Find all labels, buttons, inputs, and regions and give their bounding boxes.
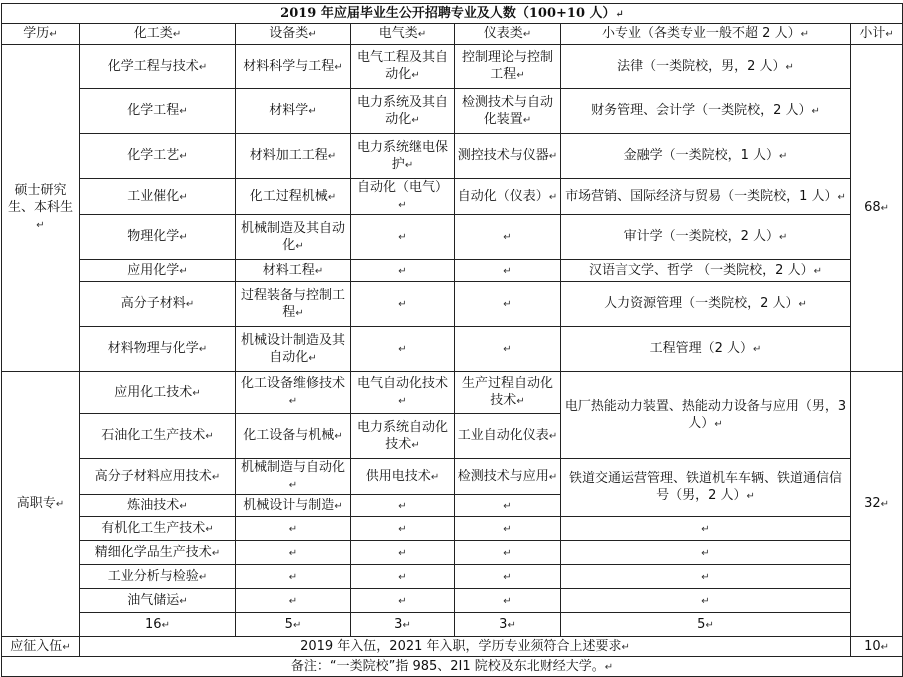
- cell-text: 应用化学: [127, 262, 180, 278]
- chemical-major: [80, 372, 236, 414]
- recruitment-table: [1, 3, 903, 677]
- paragraph-mark: ↵: [198, 571, 208, 583]
- equipment-major: [236, 134, 351, 179]
- cell-text: 5: [697, 616, 706, 632]
- cell-text: 自动化（电气）: [356, 180, 448, 195]
- small-major: [561, 372, 851, 459]
- cell-text: 化学工艺: [127, 148, 180, 163]
- cell-text: 自动化（仪表）: [457, 188, 549, 204]
- equipment-major: [236, 215, 351, 260]
- paragraph-mark: ↵: [503, 265, 512, 277]
- table-row: [2, 589, 903, 613]
- instrument-major: [455, 282, 561, 327]
- table-row: [2, 372, 903, 414]
- paragraph-mark: ↵: [705, 619, 714, 631]
- cell-text: 石油化工生产技术: [101, 428, 206, 443]
- enlist-label: [2, 637, 80, 657]
- equipment-major: [236, 89, 351, 134]
- paragraph-mark: ↵: [179, 232, 188, 243]
- table-row: [2, 215, 903, 260]
- paragraph-mark: ↵: [503, 299, 512, 310]
- equipment-major: [236, 589, 351, 613]
- chemical-major: [80, 134, 236, 179]
- cell-text: 精细化学品生产技术: [94, 544, 212, 560]
- enlist-row: [2, 637, 903, 657]
- chemical-major: [80, 45, 236, 89]
- paragraph-mark: ↵: [192, 387, 201, 399]
- cell-text: 化工过程机械: [249, 188, 328, 204]
- small-major: [561, 45, 851, 89]
- paragraph-mark: ↵: [522, 114, 532, 126]
- electrical-major: [351, 327, 455, 372]
- equipment-major: [236, 565, 351, 589]
- electrical-major: [351, 517, 455, 541]
- cell-text: 控制理论与控制工程: [461, 50, 553, 82]
- electrical-major: [351, 589, 455, 613]
- chemical-major: [80, 565, 236, 589]
- equipment-major: [236, 414, 351, 459]
- paragraph-mark: ↵: [288, 571, 298, 583]
- paragraph-mark: ↵: [811, 106, 820, 117]
- equipment-major: [236, 372, 351, 414]
- paragraph-mark: ↵: [398, 344, 407, 355]
- cell-text: 工程管理（2 人）: [649, 341, 753, 356]
- cell-text: 备注：“一类院校”指 985、2I1 院校及东北财经大学。: [290, 658, 605, 674]
- paragraph-mark: ↵: [198, 61, 208, 73]
- paragraph-mark: ↵: [334, 500, 343, 512]
- cell-text: 电厂热能动力装置、热能动力设备与应用（男，3 人）: [564, 398, 847, 431]
- paragraph-mark: ↵: [411, 439, 420, 451]
- paragraph-mark: ↵: [288, 480, 298, 491]
- paragraph-mark: ↵: [701, 547, 710, 559]
- count-instrument: [455, 613, 561, 637]
- cell-text: 2019 年入伍，2021 年入职，学历专业须符合上述要求: [300, 638, 622, 654]
- cell-text: 化学工程: [127, 103, 180, 118]
- electrical-major: [351, 260, 455, 282]
- paragraph-mark: ↵: [411, 70, 420, 81]
- equipment-major: [236, 459, 351, 495]
- table-row: [2, 282, 903, 327]
- electrical-major: [351, 541, 455, 565]
- paragraph-mark: ↵: [503, 571, 512, 583]
- paragraph-mark: ↵: [398, 595, 407, 607]
- paragraph-mark: ↵: [398, 232, 407, 243]
- paragraph-mark: ↵: [404, 159, 414, 171]
- chemical-major: [80, 215, 236, 260]
- equipment-major: [236, 517, 351, 541]
- paragraph-mark: ↵: [837, 191, 846, 203]
- instrument-major: [455, 327, 561, 372]
- cell-text: 过程装备与控制工程: [240, 287, 345, 320]
- cell-text: 测控技术与仪器: [457, 148, 549, 163]
- table-row: [2, 459, 903, 495]
- cell-text: 16: [145, 616, 162, 632]
- small-major: [561, 260, 851, 282]
- cell-text: 材料学: [269, 103, 309, 118]
- equipment-major: [236, 282, 351, 327]
- paragraph-mark: ↵: [55, 499, 65, 510]
- cell-text: 机械制造及其自动化: [240, 220, 345, 253]
- paragraph-mark: ↵: [604, 661, 614, 673]
- enlist-text: [80, 637, 851, 657]
- paragraph-mark: ↵: [288, 547, 298, 559]
- electrical-major: [351, 282, 455, 327]
- paragraph-mark: ↵: [507, 619, 516, 631]
- small-major: [561, 327, 851, 372]
- paragraph-mark: ↵: [398, 523, 407, 535]
- electrical-major: [351, 134, 455, 179]
- cell-text: 法律（一类院校，男，2 人）: [617, 58, 786, 74]
- paragraph-mark: ↵: [398, 396, 407, 407]
- paragraph-mark: ↵: [402, 619, 411, 631]
- paragraph-mark: ↵: [288, 595, 298, 607]
- cell-text: 5: [284, 616, 293, 632]
- cell-text: 工业催化: [127, 188, 180, 204]
- header-electrical: 电气类↵: [351, 24, 455, 45]
- paragraph-mark: ↵: [308, 106, 317, 117]
- electrical-major: [351, 215, 455, 260]
- paragraph-mark: ↵: [548, 471, 558, 483]
- cell-text: 材料加工工程: [249, 148, 328, 163]
- paragraph-mark: ↵: [779, 151, 788, 162]
- paragraph-mark: ↵: [288, 523, 298, 535]
- paragraph-mark: ↵: [398, 265, 407, 277]
- small-major: [561, 282, 851, 327]
- instrument-major: [455, 372, 561, 414]
- paragraph-mark: ↵: [398, 299, 407, 310]
- enlist-subtotal: [851, 637, 903, 657]
- paragraph-mark: ↵: [398, 200, 407, 211]
- paragraph-mark: ↵: [205, 523, 214, 535]
- paragraph-mark: ↵: [503, 500, 512, 512]
- cell-text: 财务管理、会计学（一类院校，2 人）: [591, 103, 812, 118]
- cell-text: 高分子材料应用技术: [94, 468, 212, 484]
- cell-text: 检测技术与应用: [457, 468, 549, 484]
- instrument-major: [455, 134, 561, 179]
- paragraph-mark: ↵: [179, 595, 188, 607]
- paragraph-mark: ↵: [779, 232, 788, 243]
- paragraph-mark: ↵: [161, 619, 170, 631]
- cell-text: 生产过程自动化技术: [461, 376, 553, 408]
- table-row: [2, 134, 903, 179]
- instrument-major: [455, 541, 561, 565]
- table-row: [2, 179, 903, 215]
- header-small-major: 小专业（各类专业一般不超 2 人）↵: [561, 24, 851, 45]
- paragraph-mark: ↵: [334, 431, 343, 442]
- cell-text: 供用电技术: [365, 468, 431, 484]
- header-equipment: 设备类↵: [236, 24, 351, 45]
- cell-text: 人力资源管理（一类院校，2 人）: [604, 296, 799, 311]
- cell-text: 铁道交通运营管理、铁道机车车辆、铁道通信信号（男，2 人）: [568, 471, 842, 503]
- equipment-major: [236, 179, 351, 215]
- electrical-major: [351, 414, 455, 459]
- paragraph-mark: ↵: [753, 344, 762, 355]
- subtotal-master: [851, 45, 903, 372]
- paragraph-mark: ↵: [411, 114, 420, 126]
- small-major: [561, 517, 851, 541]
- paragraph-mark: ↵: [327, 191, 337, 203]
- paragraph-mark: ↵: [701, 523, 710, 535]
- cell-text: 电气工程及其自动化: [356, 50, 448, 82]
- paragraph-mark: ↵: [295, 240, 304, 252]
- electrical-major: [351, 495, 455, 517]
- paragraph-mark: ↵: [398, 547, 407, 559]
- paragraph-mark: ↵: [292, 619, 302, 631]
- equipment-major: [236, 45, 351, 89]
- paragraph-mark: ↵: [503, 344, 512, 355]
- table-row: [2, 327, 903, 372]
- cell-text: 高职专: [16, 496, 56, 511]
- cell-text: 应征入伍: [10, 638, 63, 654]
- note-row: [2, 657, 903, 677]
- instrument-major: [455, 589, 561, 613]
- paragraph-mark: ↵: [308, 352, 317, 364]
- equipment-major: [236, 495, 351, 517]
- chemical-major: [80, 589, 236, 613]
- subtotal-college: [851, 372, 903, 637]
- cell-text: 3: [394, 616, 403, 632]
- paragraph-mark: ↵: [185, 299, 195, 310]
- paragraph-mark: ↵: [62, 641, 71, 653]
- cell-text: 68: [864, 200, 881, 215]
- table-row: [2, 45, 903, 89]
- paragraph-mark: ↵: [880, 203, 889, 214]
- cell-text: 化学工程与技术: [107, 58, 199, 74]
- paragraph-mark: ↵: [548, 191, 558, 203]
- cell-text: 电力系统及其自动化: [356, 94, 448, 127]
- cell-text: 材料科学与工程: [243, 58, 335, 74]
- cell-text: 检测技术与自动化装置: [461, 94, 553, 127]
- instrument-major: [455, 260, 561, 282]
- count-small-major: [561, 613, 851, 637]
- cell-text: 机械设计制造及其自动化: [240, 332, 345, 365]
- count-chemical: [80, 613, 236, 637]
- chemical-major: [80, 495, 236, 517]
- header-chemical: 化工类↵: [80, 24, 236, 45]
- chemical-major: [80, 282, 236, 327]
- cell-text: 工业自动化仪表: [457, 428, 549, 443]
- paragraph-mark: ↵: [516, 396, 525, 407]
- paragraph-mark: ↵: [813, 265, 822, 277]
- paragraph-mark: ↵: [179, 106, 188, 117]
- electrical-major: [351, 179, 455, 215]
- cell-text: 32: [864, 496, 881, 511]
- instrument-major: [455, 179, 561, 215]
- count-electrical: [351, 613, 455, 637]
- cell-text: 材料物理与化学: [107, 341, 199, 356]
- paragraph-mark: ↵: [179, 191, 188, 203]
- cell-text: 化工设备与机械: [243, 428, 335, 443]
- cell-text: 机械设计与制造: [243, 497, 335, 513]
- chemical-major: [80, 459, 236, 495]
- paragraph-mark: ↵: [503, 547, 512, 559]
- cell-text: 10: [864, 638, 881, 654]
- electrical-major: [351, 565, 455, 589]
- small-major: [561, 541, 851, 565]
- cell-text: 工业分析与检验: [107, 568, 199, 584]
- cell-text: 材料工程: [262, 262, 315, 278]
- cell-text: 应用化工技术: [114, 384, 193, 400]
- paragraph-mark: ↵: [503, 232, 512, 243]
- instrument-major: [455, 215, 561, 260]
- chemical-major: [80, 414, 236, 459]
- small-major: [561, 459, 851, 517]
- electrical-major: [351, 459, 455, 495]
- paragraph-mark: ↵: [205, 431, 214, 442]
- cell-text: 有机化工生产技术: [101, 520, 206, 536]
- instrument-major: [455, 517, 561, 541]
- paragraph-mark: ↵: [503, 595, 512, 607]
- paragraph-mark: ↵: [701, 595, 710, 607]
- instrument-major: [455, 89, 561, 134]
- electrical-major: [351, 89, 455, 134]
- paragraph-mark: ↵: [211, 471, 221, 483]
- header-instrument: 仪表类↵: [455, 24, 561, 45]
- note-text: [2, 657, 903, 677]
- table-row: [2, 517, 903, 541]
- cell-text: 物理化学: [127, 229, 180, 244]
- instrument-major: [455, 414, 561, 459]
- count-equipment: [236, 613, 351, 637]
- paragraph-mark: ↵: [295, 307, 304, 319]
- paragraph-mark: ↵: [621, 641, 630, 653]
- cell-text: 3: [499, 616, 508, 632]
- electrical-major: [351, 45, 455, 89]
- paragraph-mark: ↵: [314, 265, 324, 277]
- paragraph-mark: ↵: [36, 220, 45, 231]
- equipment-major: [236, 260, 351, 282]
- count-row: [2, 613, 903, 637]
- table-row: [2, 260, 903, 282]
- chemical-major: [80, 327, 236, 372]
- small-major: [561, 565, 851, 589]
- equipment-major: [236, 327, 351, 372]
- paragraph-mark: ↵: [430, 471, 440, 483]
- chemical-major: [80, 260, 236, 282]
- edu-level-master: [2, 45, 80, 372]
- paragraph-mark: ↵: [548, 151, 558, 162]
- cell-text: 油气储运: [127, 592, 180, 608]
- header-edu: 学历↵: [2, 24, 80, 45]
- cell-text: 硕士研究生、本科生: [7, 183, 73, 215]
- paragraph-mark: ↵: [746, 491, 755, 502]
- paragraph-mark: ↵: [548, 431, 558, 442]
- paragraph-mark: ↵: [880, 641, 889, 653]
- paragraph-mark: ↵: [179, 265, 188, 277]
- paragraph-mark: ↵: [798, 299, 807, 310]
- small-major: [561, 134, 851, 179]
- header-subtotal: 小计↵: [851, 24, 903, 45]
- table-row: [2, 541, 903, 565]
- cell-text: 高分子材料: [120, 296, 186, 311]
- paragraph-mark: ↵: [503, 523, 512, 535]
- paragraph-mark: ↵: [785, 61, 794, 73]
- instrument-major: [455, 45, 561, 89]
- paragraph-mark: ↵: [880, 499, 889, 510]
- paragraph-mark: ↵: [327, 151, 337, 162]
- paragraph-mark: ↵: [714, 418, 723, 430]
- table-row: [2, 89, 903, 134]
- chemical-major: [80, 517, 236, 541]
- instrument-major: [455, 565, 561, 589]
- paragraph-mark: ↵: [398, 571, 407, 583]
- cell-text: 电力系统继电保护: [356, 139, 448, 172]
- cell-text: 审计学（一类院校，2 人）: [623, 229, 779, 244]
- electrical-major: [351, 372, 455, 414]
- cell-text: 电气自动化技术: [356, 376, 448, 391]
- cell-text: 炼油技术: [127, 497, 180, 513]
- paragraph-mark: ↵: [398, 500, 407, 512]
- small-major: [561, 89, 851, 134]
- paragraph-mark: ↵: [516, 70, 525, 81]
- equipment-major: [236, 541, 351, 565]
- table-title: 2019 年应届毕业生公开招聘专业及人数（100+10 人）↵: [2, 4, 903, 24]
- paragraph-mark: ↵: [198, 344, 208, 355]
- chemical-major: [80, 541, 236, 565]
- table-row: [2, 565, 903, 589]
- header-row: [2, 24, 903, 45]
- chemical-major: [80, 89, 236, 134]
- edu-level-college: [2, 372, 80, 637]
- small-major: [561, 589, 851, 613]
- cell-text: 金融学（一类院校，1 人）: [623, 148, 779, 163]
- small-major: [561, 179, 851, 215]
- instrument-major: [455, 495, 561, 517]
- cell-text: 电力系统自动化技术: [356, 419, 448, 452]
- paragraph-mark: ↵: [701, 571, 710, 583]
- chemical-major: [80, 179, 236, 215]
- instrument-major: [455, 459, 561, 495]
- paragraph-mark: ↵: [179, 500, 188, 512]
- paragraph-mark: ↵: [179, 151, 188, 162]
- paragraph-mark: ↵: [288, 396, 298, 407]
- paragraph-mark: ↵: [211, 547, 221, 559]
- cell-text: 汉语言文学、哲学 （一类院校，2 人）: [589, 262, 814, 278]
- paragraph-mark: ↵: [334, 61, 343, 73]
- cell-text: 机械制造与自动化: [240, 460, 345, 475]
- small-major: [561, 215, 851, 260]
- cell-text: 化工设备维修技术: [240, 376, 345, 391]
- cell-text: 市场营销、国际经济与贸易（一类院校，1 人）: [565, 188, 838, 204]
